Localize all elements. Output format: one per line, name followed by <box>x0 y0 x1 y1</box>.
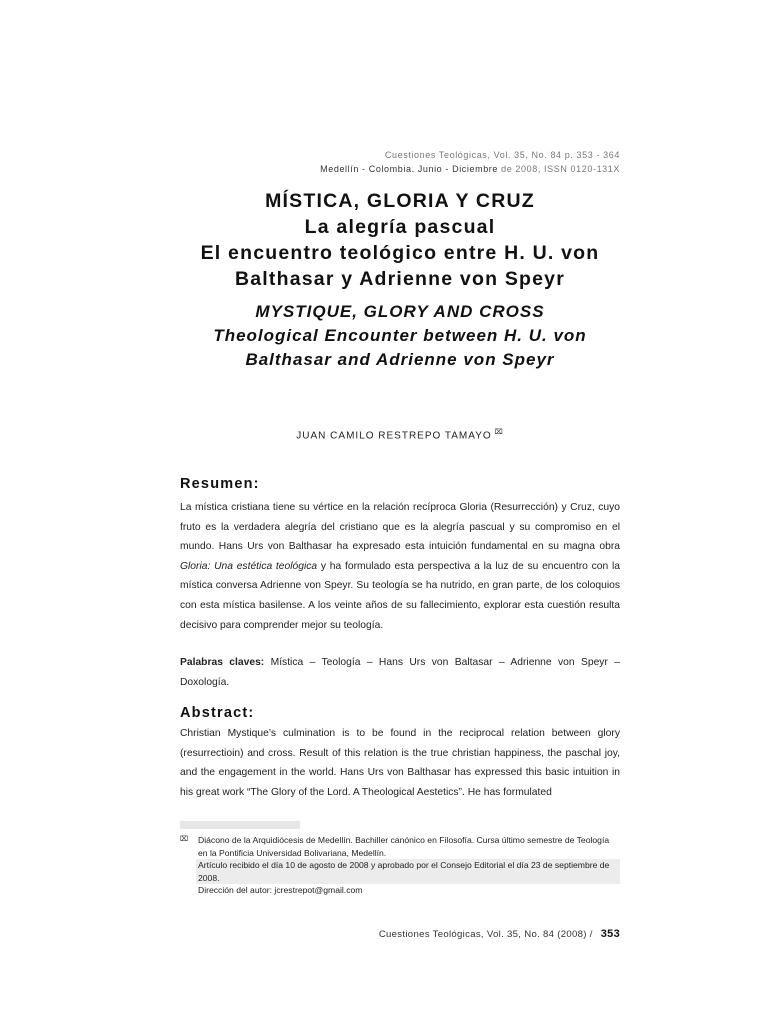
english-title-line2: Theological Encounter between H. U. von <box>213 326 587 345</box>
english-title-line1: MYSTIQUE, GLORY AND CROSS <box>255 302 545 321</box>
keywords-label: Palabras claves: <box>180 657 265 668</box>
author-byline <box>180 428 620 441</box>
resumen-italic-work-title: Gloria: Una estética teológica <box>180 560 318 572</box>
journal-place-dates: Medellín - Colombia. Junio - Diciembre <box>320 164 498 174</box>
keywords-paragraph <box>180 653 620 692</box>
spanish-title <box>180 188 620 292</box>
footnote-affiliation: Diácono de la Arquidiócesis de Medellín. Bachiller canónico en Filosofía. Cursa último semestre de Teología en la Pontificia Universidad Bolivariana, Medellín. <box>198 835 610 858</box>
abstract-body: Christian Mystique’s culmination is to be found in the reciprocal relation between glory (resurrectioin) and cross. Result of this relation is the true christian happiness, the paschal joy, and the engagement in the world. Hans Urs von Balthasar has expressed this basic intuition in his great work “The Glory of the Lord. A Theological Aestetics”. He has formulated <box>180 728 620 798</box>
spanish-title-line4: Balthasar y Adrienne von Speyr <box>234 268 566 290</box>
english-title-line3: Balthasar and Adrienne von Speyr <box>245 350 555 369</box>
journal-reference-line1: Cuestiones Teológicas, Vol. 35, No. 84 p. 353 - 364 <box>384 150 620 160</box>
article-titles <box>180 188 620 372</box>
footnote-dates: Artículo recibido el día 10 de agosto de 2008 y aprobado por el Consejo Editorial el día 23 de septiembre de 2008. <box>196 859 620 884</box>
page-number: 353 <box>600 928 620 940</box>
resumen-heading: Resumen: <box>180 476 260 492</box>
author-footnote-mark: ⌧ <box>494 429 504 436</box>
running-footer-text: Cuestiones Teológicas, Vol. 35, No. 84 (2008) / <box>378 929 593 940</box>
keywords-text: Mística – Teología – Hans Urs von Baltasar – Adrienne von Speyr – Doxología. <box>180 657 620 688</box>
abstract-heading: Abstract: <box>180 705 255 721</box>
footnote-separator <box>180 821 300 829</box>
journal-reference-line2 <box>320 162 620 176</box>
spanish-title-line1: MÍSTICA, GLORIA Y CRUZ <box>265 190 535 212</box>
resumen-body <box>180 498 620 635</box>
journal-year-issn: de 2008, ISSN 0120-131X <box>501 164 620 174</box>
footnote-body <box>198 834 620 897</box>
author-footnote <box>180 834 620 897</box>
resumen-text-part1: La mística cristiana tiene su vértice en la relación recíproca Gloria (Resurrección) y Cruz, cuyo fruto es la verdadera alegría del cristiano que es la alegría pascual y su compromiso en el mundo. Hans Urs von Balthasar ha expresado esta intuición fundamental en su magna obra <box>180 502 620 553</box>
footnote-contact: Dirección del autor: jcrestrepot@gmail.com <box>198 885 363 895</box>
running-footer <box>379 928 620 940</box>
spanish-title-line3: El encuentro teológico entre H. U. von <box>200 242 600 264</box>
spanish-title-line2: La alegría pascual <box>304 216 496 238</box>
resumen-text-part2: y ha formulado esta perspectiva a la luz de su encuentro con la mística conversa Adrienne von Speyr. Su teología se ha nutrido, en gran parte, de los coloquios con esta mística basilense. A los veinte años de su fallecimiento, explorar esta cuestión resulta decisivo para comprender mejor su teología. <box>180 560 620 631</box>
journal-reference <box>320 148 620 176</box>
footnote-mark: ⌧ <box>180 836 189 843</box>
english-title <box>180 300 620 372</box>
author-name: JUAN CAMILO RESTREPO TAMAYO <box>296 430 492 442</box>
